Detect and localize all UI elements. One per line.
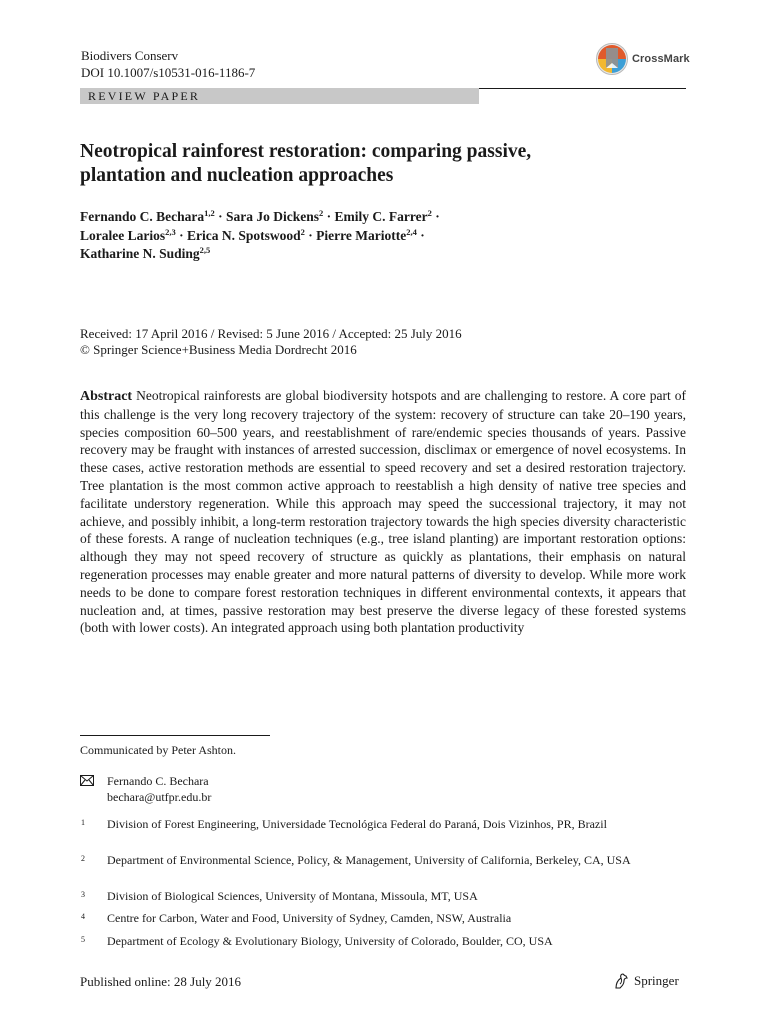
affiliation-number: 1 (81, 818, 85, 827)
affiliation-number: 3 (81, 890, 85, 899)
journal-name: Biodivers Conserv (81, 48, 179, 63)
abstract-heading: Abstract (80, 389, 133, 404)
author-separator: · (175, 227, 187, 243)
author-separator: · (323, 209, 335, 224)
author-name[interactable]: Sara Jo Dickens (226, 209, 320, 224)
crossmark-icon (596, 42, 628, 76)
affiliation-text: Department of Environmental Science, Policy, & Management, University of California, Berkeley, CA, USA (107, 853, 631, 867)
crossmark-badge[interactable] (596, 42, 706, 78)
author-name[interactable]: Emily C. Farrer (334, 209, 428, 224)
header-rule (479, 88, 686, 89)
author-name[interactable]: Pierre Mariotte (316, 227, 407, 243)
author-name[interactable]: Erica N. Spotswood (187, 227, 301, 243)
article-type-bar (80, 88, 479, 104)
author-line-2 (80, 227, 690, 246)
article-type: REVIEW PAPER (88, 89, 201, 103)
published-online: Published online: 28 July 2016 (80, 974, 242, 989)
author-affiliation: 2 (300, 226, 305, 237)
affiliation-text: Division of Forest Engineering, Universidade Tecnológica Federal do Paraná, Dois Vizinhos, PR, Brazil (107, 817, 607, 831)
author-separator: · (416, 227, 425, 243)
author-affiliation: 2,4 (406, 226, 417, 237)
abstract-text: Neotropical rainforests are global biodiversity hotspots and are challenging to restore. A core part of this challenge is the very long recovery trajectory of the system: recovery of structure can take 20–190 years, species composition 60–500 years, and reestablishment of rare/endemic species thousands of years. Passive recovery may be fraught with instances of arrested succession, disclimax or emergence of novel ecosystems. In these cases, active restoration methods are essential to speed recovery and set a desired restoration trajectory. Tree plantation is the most common active approach to reestablish a high density of native tree species and facilitate understory regeneration. While this approach may speed the successional trajectory, it may not achieve, and possibly inhibit, a long-term restoration trajectory towards the high species diversity characteristic of these forests. A range of nucleation techniques (e.g., tree island planting) are important restoration options: although they may not speed recovery of structure as quickly as plantations, their emphasis on natural regeneration processes may enable greater and more natural patterns of diversity to develop. While more work needs to be done to compare forest restoration techniques in different environmental contexts, it appears that nucleation and, at times, passive restoration may best preserve the diverse legacy of these forested systems (both with lower costs). An integrated approach using both plantation productivity (80, 388, 686, 636)
springer-logo (612, 972, 692, 992)
publication-dates (80, 326, 690, 358)
author-name[interactable]: Loralee Larios (80, 227, 166, 243)
title-line-2: plantation and nucleation approaches (80, 165, 394, 186)
author-affiliation: 2 (319, 208, 324, 218)
affiliation-number: 2 (81, 854, 85, 863)
author-affiliation: 2,3 (165, 226, 176, 237)
crossmark-label: CrossMark (632, 53, 690, 65)
affiliation-text: Centre for Carbon, Water and Food, University of Sydney, Camden, NSW, Australia (107, 911, 512, 925)
author-line-3 (80, 245, 690, 264)
author-line-1 (80, 208, 690, 227)
paper-title (80, 140, 690, 188)
author-affiliation: 2,5 (199, 245, 211, 255)
author-separator: · (431, 209, 440, 224)
author-name[interactable]: Fernando C. Bechara (80, 209, 205, 224)
author-separator: · (214, 209, 227, 224)
corresponding-email[interactable]: bechara@utfpr.edu.br (107, 790, 212, 804)
doi[interactable]: DOI 10.1007/s10531-016-1186-7 (81, 65, 256, 80)
communicated-by: Communicated by Peter Ashton. (80, 743, 236, 757)
title-line-1: Neotropical rainforest restoration: comparing passive, (80, 141, 532, 162)
received-dates: Received: 17 April 2016 / Revised: 5 June 2016 / Accepted: 25 July 2016 (80, 326, 462, 341)
springer-horse-icon (612, 972, 630, 990)
copyright: © Springer Science+Business Media Dordrecht 2016 (80, 342, 357, 357)
corresponding-name: Fernando C. Bechara (107, 774, 209, 788)
affiliation-number: 5 (81, 935, 85, 944)
affiliation-text: Department of Ecology & Evolutionary Biology, University of Colorado, Boulder, CO, USA (107, 934, 553, 948)
journal-header (81, 47, 255, 81)
affiliation-number: 4 (81, 912, 85, 921)
author-affiliation: 2 (427, 208, 432, 218)
author-affiliation: 1,2 (204, 208, 215, 218)
footnote-rule (80, 735, 270, 736)
author-name[interactable]: Katharine N. Suding (80, 246, 200, 261)
publisher-name: Springer (634, 973, 679, 988)
author-separator: · (304, 227, 317, 243)
envelope-icon (80, 775, 94, 786)
author-list (80, 208, 690, 264)
abstract (80, 387, 686, 637)
affiliation-text: Division of Biological Sciences, University of Montana, Missoula, MT, USA (107, 889, 478, 903)
